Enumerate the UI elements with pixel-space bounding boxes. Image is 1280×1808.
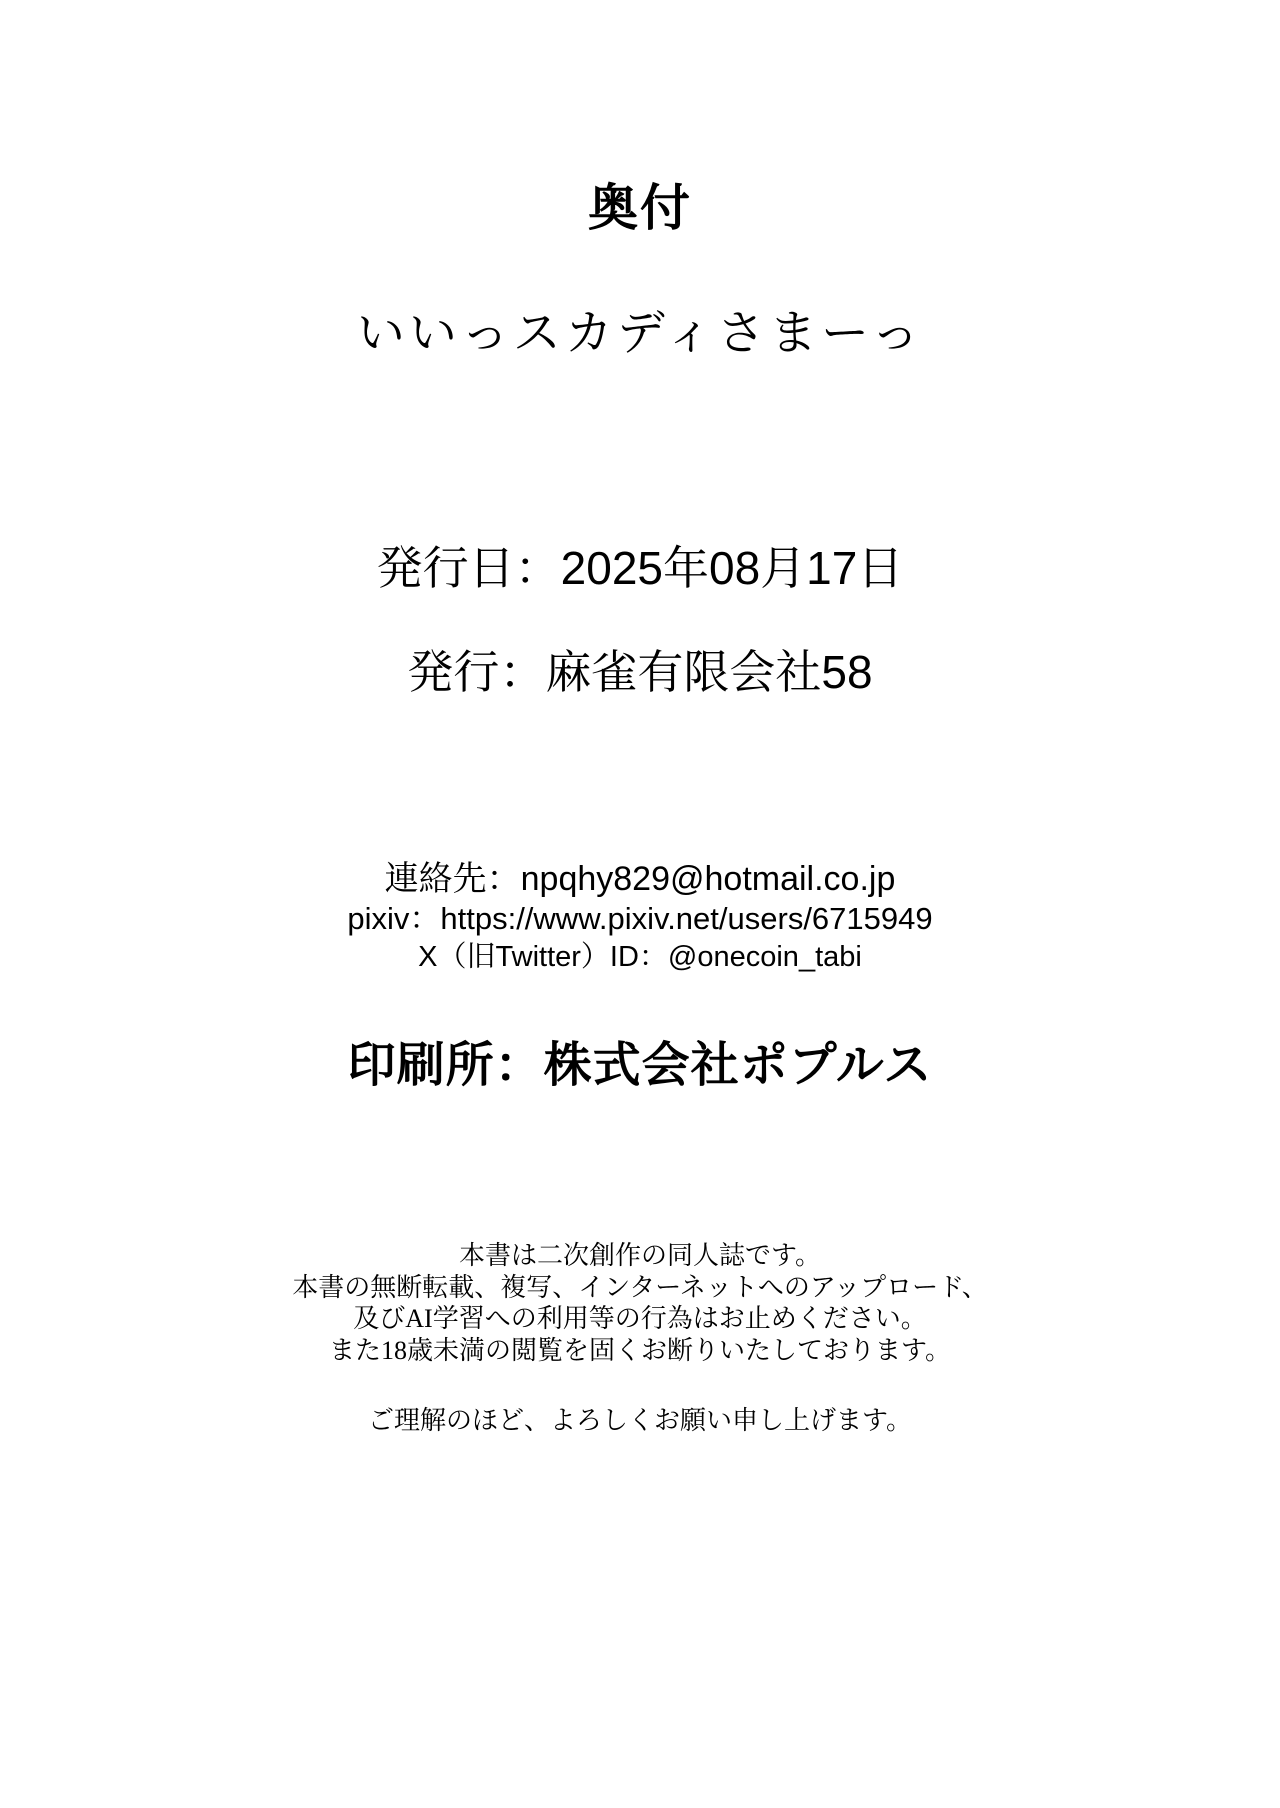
disclaimer-line-3: 及びAI学習への利用等の行為はお止めください。	[353, 1304, 927, 1333]
disclaimer-block	[0, 1240, 1280, 1366]
disclaimer-line-1: 本書は二次創作の同人誌です。	[459, 1241, 821, 1270]
disclaimer-line-4: また18歳未満の閲覧を固くお断りいたしております。	[329, 1335, 951, 1365]
printer-line: 印刷所：株式会社ポプルス	[347, 1039, 933, 1092]
disclaimer-line-2: 本書の無断転載、複写、インターネットへのアップロード、	[292, 1272, 988, 1302]
disclaimer-closing-line: ご理解のほど、よろしくお願い申し上げます。	[368, 1406, 912, 1435]
publisher-line: 発行：麻雀有限会社58	[407, 646, 873, 698]
colophon-heading: 奥付	[588, 180, 692, 236]
contact-pixiv-line: pixiv：https://www.pixiv.net/users/6715949	[347, 901, 933, 936]
publication-date-line: 発行日：2025年08月17日	[376, 542, 904, 594]
contact-email-line: 連絡先：npqhy829@hotmail.co.jp	[384, 860, 896, 898]
contact-x-id-line: X（旧Twitter）ID：@onecoin_tabi	[418, 941, 862, 973]
work-title: いいっスカディさまーっ	[356, 307, 924, 360]
